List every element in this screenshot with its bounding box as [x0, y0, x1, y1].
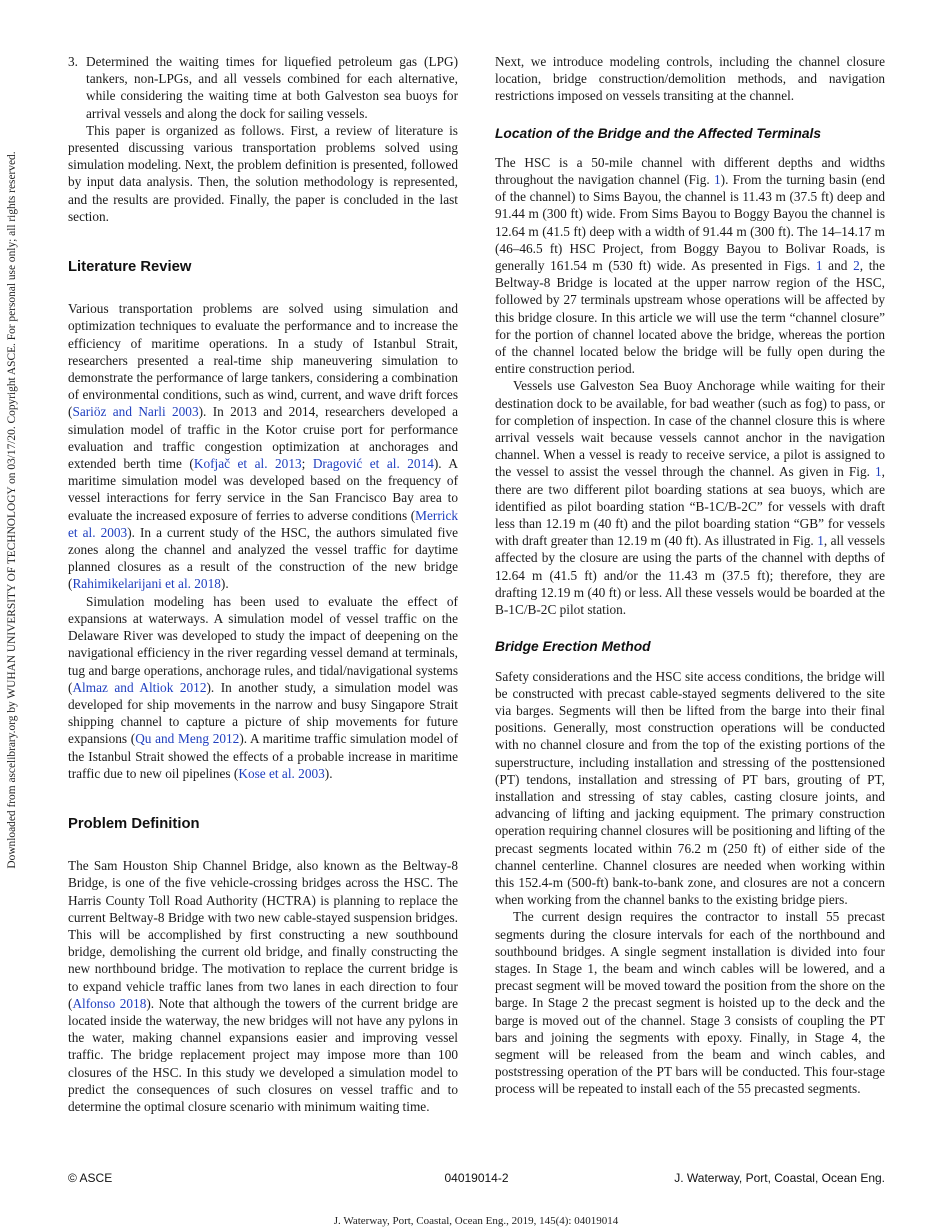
- figure-link[interactable]: 1: [714, 172, 721, 188]
- paragraph: The HSC is a 50-mile channel with different depths and widths throughout the navigation channel (Fig. 1). From the turning basin (end of the channel) to Sims Bayou, the channel is 11.43 m (37.5 ft) deep and 91.44 m (300 ft) wide. From Sims Bayou to Boggy Bayou the channel is 12.64 m (41.5 ft) deep with a width of 91.44 m (300 ft). The 14–14.17 m (46–46.5 ft) HSC Project, from Boggy Bayou to Bolivar Roads, is generally 161.54 m (530 ft) wide. As presented in Figs. 1 and 2, the Beltway-8 Bridge is located at the upper narrow region of the HSC, followed by 27 terminals upstream whose operations will be affected by this bridge closure. In this article we will use the term “channel closure” for the portion of channel located above the bridge, whereas the portion of the channel located below the bridge will be fully open during the entire construction period.: [495, 154, 885, 377]
- section-heading-problem-definition: Problem Definition: [68, 815, 200, 832]
- section-heading-literature-review: Literature Review: [68, 259, 192, 276]
- enumerated-item: [68, 53, 458, 122]
- paragraph: The Sam Houston Ship Channel Bridge, also known as the Beltway-8 Bridge, is one of the five vehicle-crossing bridges across the HSC. The Harris County Toll Road Authority (HCTRA) is planning to replace the current Beltway-8 Bridge with two new cable-stayed suspension bridges. This will be accomplished by first constructing a new southbound bridge, demolishing the current old bridge, and finally constructing the new northbound bridge. The motivation to replace the current bridge is to expand vehicle traffic lanes from two lanes in each direction to four (Alfonso 2018). Note that although the towers of the current bridge are located inside the waterway, the new bridges will not have any pylons in the water, making channel expansions easier and improving vessel traffic. The bridge replacement project may impose more than 100 closures of the HSC. In this study we developed a simulation model to predict the consequences of such closures on vessel traffic and to determine the optimal closure scenario with minimum waiting time.: [68, 858, 459, 1114]
- intro-paragraph: This paper is organized as follows. First, a review of literature is presented discussing various transportation problems solved using simulation modeling. Next, the problem definition is presented, followed by input data analysis. Then, the solution methodology is represented, and the results are provided. Finally, the paper is concluded in the last section.: [68, 122, 458, 224]
- left-column: [68, 53, 458, 1115]
- paragraph: Various transportation problems are solved using simulation and optimization techniques to evaluate the performance and to increase the efficiency of maritime operations. In a study of Istanbul Strait, researchers presented a real-time ship maneuvering simulation to demonstrate the performance of large tankers, considering a combination of environmental conditions, such as wind, current, and wave drift forces (Sariöz and Narli 2003). In 2013 and 2014, researchers developed a simulation model of traffic in the Kotor cruise port for performance evaluation and traffic congestion optimization at anchorages and extended berth time (Kofjač et al. 2013; Dragović et al. 2014). A maritime simulation model was developed based on the frequency of vessel interactions for ferry service in the San Francisco Bay area to evaluate the increased exposure of ferries to adverse conditions (Merrick et al. 2003). In a current study of the HSC, the authors simulated five zones along the channel and analyzed the vessel traffic for daytime planned closures as a result of the construction of the new bridge (Rahimikelarijani et al. 2018).: [68, 301, 458, 592]
- figure-link[interactable]: 1: [815, 258, 823, 274]
- right-column: [495, 53, 885, 1098]
- figure-link[interactable]: 1: [875, 464, 882, 480]
- citation-link[interactable]: Merrick et al. 2003: [68, 507, 458, 540]
- figure-link[interactable]: 2: [853, 258, 860, 274]
- citation-link[interactable]: Sariöz and Narli 2003: [72, 404, 199, 420]
- figure-link[interactable]: 1: [817, 533, 824, 549]
- item-number: 3.: [68, 54, 78, 69]
- paragraph: Next, we introduce modeling controls, including the channel closure location, bridge construction/demolition methods, and navigation restrictions imposed on vessels transiting at the channel.: [495, 54, 885, 104]
- copyright: © ASCE: [68, 1171, 113, 1185]
- citation-link[interactable]: Dragović et al. 2014: [312, 456, 434, 472]
- citation-link[interactable]: Rahimikelarijani et al. 2018: [72, 576, 221, 592]
- citation-link[interactable]: Kofjač et al. 2013: [193, 456, 302, 472]
- citation-link[interactable]: Kose et al. 2003: [238, 765, 325, 781]
- paragraph: Vessels use Galveston Sea Buoy Anchorage while waiting for their destination dock to be available, for bad weather (such as fog) to pass, or for completion of inspection. In case of the channel closure this is where arrival vessels wait because vessels cannot anchor in the navigation channel. When a vessel is ready to receive service, a pilot is assigned to the vessel to assist the vessel through the channel. As given in Fig. 1, there are two different pilot boarding stations at sea buoys, which are identified as pilot boarding station “B-1C/B-2C” for vessels with draft less than 12.19 m (40 ft) and the pilot boarding station “GB” for vessels with draft greater than 12.19 m (40 ft). As illustrated in Fig. 1, all vessels affected by the closure are using the parts of the channel with depths of 12.64 m (41.5 ft) and/or the 11.43 m (37.5 ft); therefore, they are drafting 12.19 m (40 ft) or less. All these vessels would be boarded at the B-1C/B-2C pilot station.: [495, 378, 885, 618]
- download-notice: Downloaded from ascelibrary.org by WUHAN UNIVERSITY OF TECHNOLOGY on 03/17/20. Copyright ASCE. For personal use only; all rights reserved.: [6, 151, 18, 869]
- paragraph: Simulation modeling has been used to evaluate the effect of expansions at waterways. A simulation model of vessel traffic on the Delaware River was developed to study the impact of deepening on the navigational efficiency in the river regarding vessel demand at terminals, tug and barge operations, anchorage rules, and tidal/navigational systems (Almaz and Altiok 2012). In another study, a simulation model was developed for ship movements in the narrow and busy Singapore Strait shipping channel to capture a picture of ship movements for future expansions (Qu and Meng 2012). A maritime traffic simulation model of the Istanbul Strait showed the effects of a probable increase in maritime traffic due to new oil pipelines (Kose et al. 2003).: [68, 593, 458, 781]
- journal-citation: J. Waterway, Port, Coastal, Ocean Eng., 2019, 145(4): 04019014: [333, 1215, 619, 1227]
- citation-link[interactable]: Qu and Meng 2012: [135, 731, 240, 747]
- paragraph: The current design requires the contractor to install 55 precast segments during the closure intervals for each of the northbound and southbound bridges. A single segment installation is divided into four stages. In Stage 1, the beam and winch cables will be lowered, and a precast segment will be moved toward the position from the shore on the barge. In Stage 2 the precast segment is hoisted up to the deck and the barge is moved out of the channel. Stage 3 consists of coupling the PT bars and joining the segments with epoxy. Finally, in Stage 4, the segment will be released from the beam and winch cables, and poststressing operation of the PT bars will be conducted. This four-stage process will be repeated to install each of the 55 precasted segments.: [495, 909, 885, 1097]
- subsection-heading-bridge-erection: Bridge Erection Method: [495, 639, 651, 655]
- item-text: Determined the waiting times for liquefied petroleum gas (LPG) tankers, non-LPGs, and all vessels combined for each alternative, while considering the waiting time at both Galveston sea buoys for arrival vessels and along the dock for sailing vessels.: [86, 54, 458, 121]
- download-watermark: [0, 20, 26, 1020]
- page-number: 04019014-2: [444, 1171, 509, 1185]
- journal-name: J. Waterway, Port, Coastal, Ocean Eng.: [674, 1171, 885, 1185]
- citation-link[interactable]: Alfonso 2018: [72, 995, 147, 1011]
- subsection-heading-location: Location of the Bridge and the Affected Terminals: [495, 125, 822, 141]
- citation-link[interactable]: Almaz and Altiok 2012: [72, 679, 207, 695]
- paragraph: Safety considerations and the HSC site access conditions, the bridge will be constructed with precast cable-stayed segments delivered to the site via barges. Segments will then be lifted from the barge into their final positions. Generally, most construction operations will be conducted with no channel closure and from the top of the existing portions of the superstructure, including installation and stressing of the posttensioned (PT) tendons, installation and stressing of PT bars, grouting of PT, installation and stressing of stay cables, casting closure joints, and advancing of lifting and jacking equipment. The primary construction operation requiring channel closures will be positioning and lifting of the precast segments located within 76.2 m (250 ft) of either side of the channel centerline. Channel closures are needed when working within this 152.4-m (500-ft) bank-to-bank zone, and closures are not a concern when working from the channel banks to the existing bridge piers.: [495, 668, 885, 908]
